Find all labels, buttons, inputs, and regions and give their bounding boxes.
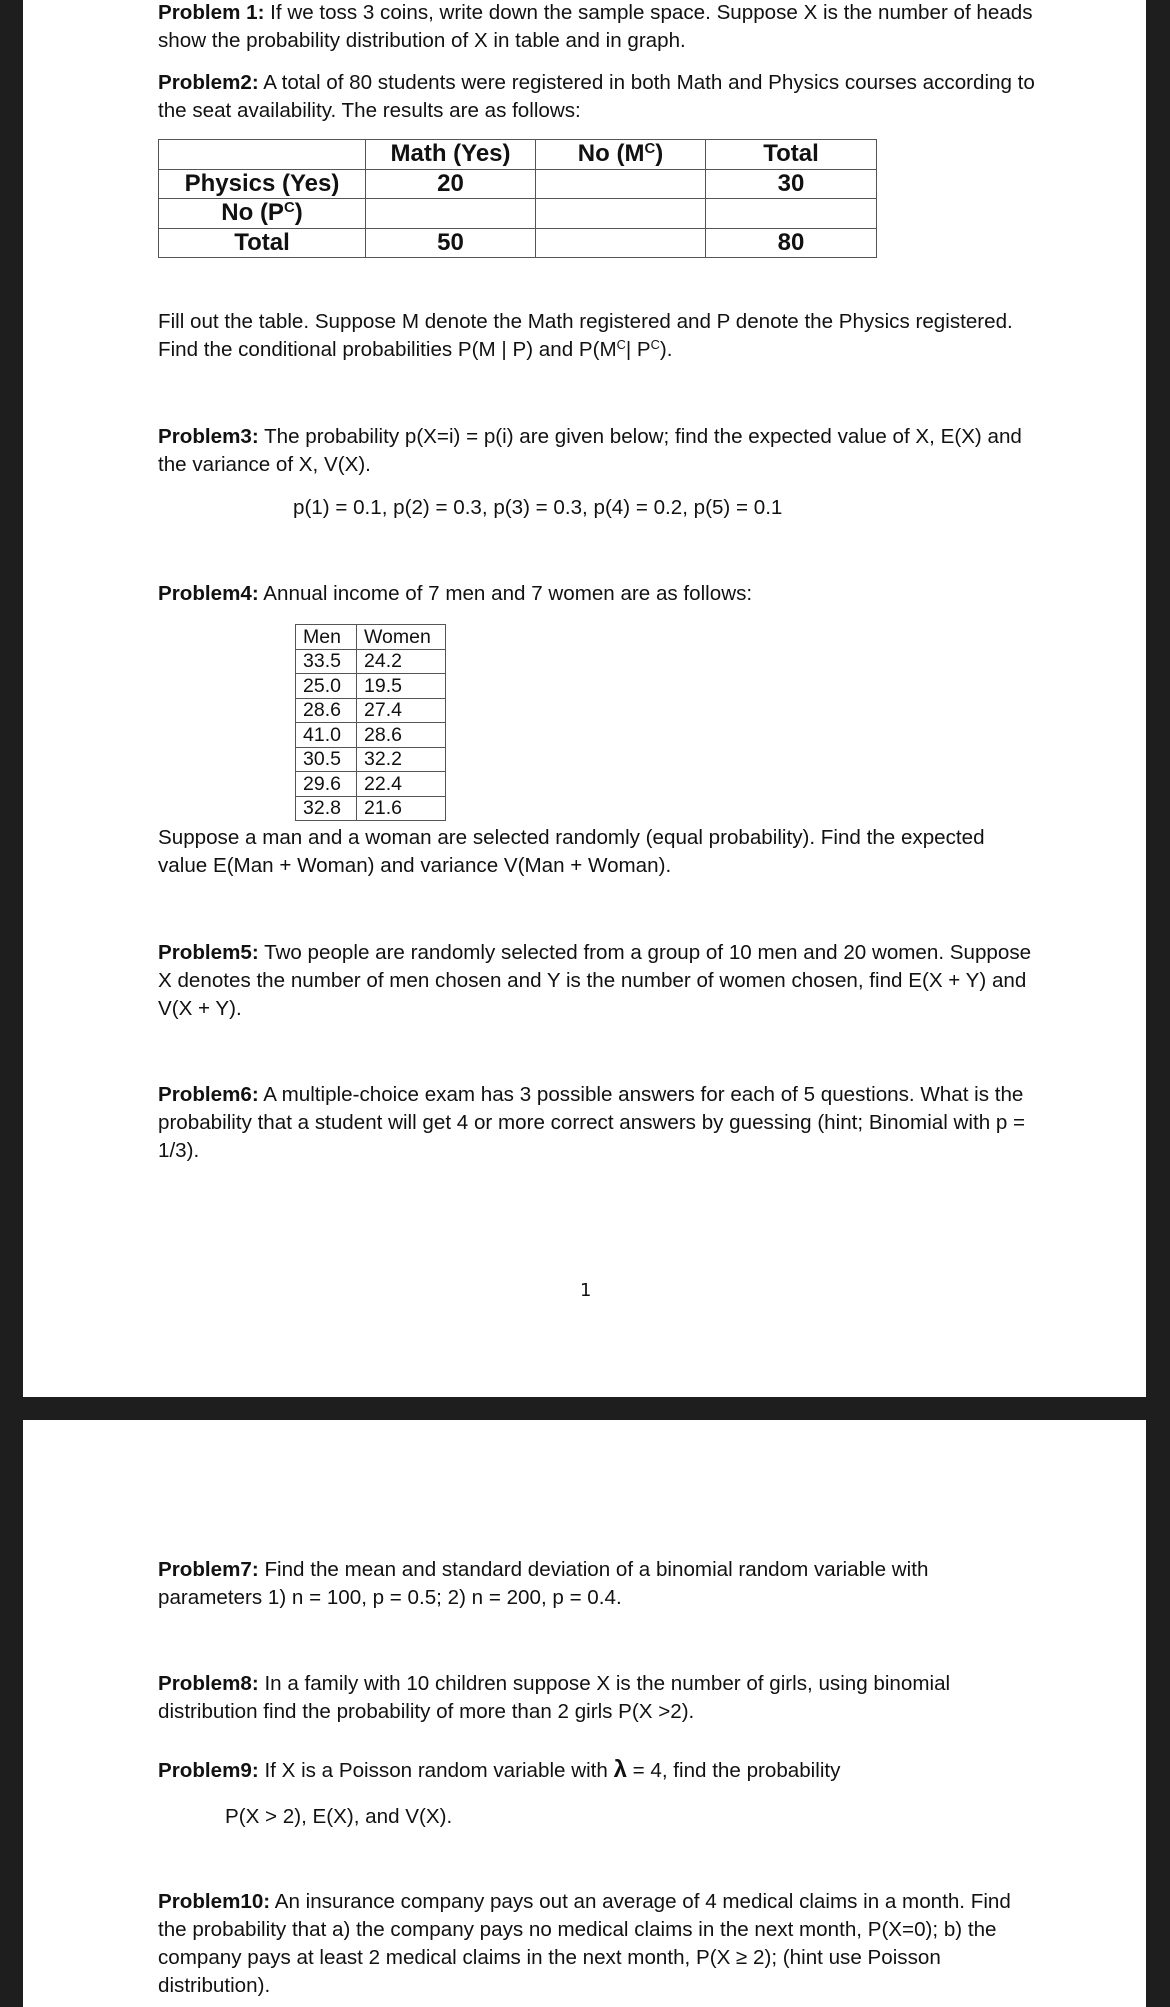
problem-4-text: Annual income of 7 men and 7 women are as follows: (258, 582, 753, 605)
problem-6-text: A multiple-choice exam has 3 possible answers for each of 5 questions. What is the probability that a student will get 4 or more correct answers by guessing (hint; Binomial with p = 1/3). (158, 1083, 1026, 1162)
table-cell: 30 (706, 169, 877, 199)
problem-2-title: Problem2: (158, 71, 259, 94)
problem-3-text: The probability p(X=i) = p(i) are given below; find the expected value of X, E(X) and the variance of X, V(X). (158, 425, 1022, 476)
table-row-no-pc (159, 199, 877, 229)
problem-1-title: Problem 1: (158, 1, 265, 24)
income-row (296, 649, 446, 674)
men-income-cell: Men (296, 625, 357, 650)
women-income-cell: 21.6 (357, 796, 446, 821)
problem-3 (158, 423, 1038, 479)
row-label-total: Total (159, 228, 366, 258)
problem-10-title: Problem10: (158, 1890, 271, 1913)
problem-9-title: Problem9: (158, 1759, 259, 1782)
problem-2 (158, 69, 1038, 125)
problem-9: Problem9: If X is a Poisson random variable with λ = 4, find the probability (158, 1756, 841, 1783)
problem-7-text: Find the mean and standard deviation of a binomial random variable with parameters 1) n = 100, p = 0.5; 2) n = 200, p = 0.4. (158, 1558, 929, 1609)
women-income-cell: 28.6 (357, 723, 446, 748)
problem-9-formula: P(X > 2), E(X), and V(X). (225, 1805, 453, 1828)
document-page-2 (23, 1420, 1146, 2007)
women-income-cell: 32.2 (357, 747, 446, 772)
table-header-total: Total (706, 140, 877, 170)
problem-1 (158, 0, 1038, 55)
problem-8 (158, 1670, 1038, 1726)
men-income-cell: 30.5 (296, 747, 357, 772)
problem-4 (158, 580, 1038, 608)
problem-5-title: Problem5: (158, 941, 259, 964)
problem-2-text: A total of 80 students were registered in both Math and Physics courses according to the seat availability. The results are as follows: (158, 71, 1035, 122)
problem-5 (158, 939, 1038, 1023)
table-cell (536, 169, 706, 199)
problem-8-title: Problem8: (158, 1672, 259, 1695)
table-header-no-mc: No $(M^C)$ (536, 140, 706, 170)
table-cell (366, 199, 536, 229)
table-cell (536, 228, 706, 258)
problem-10 (158, 1888, 1038, 2000)
table-cell (706, 199, 877, 229)
lambda-symbol: λ (613, 1756, 627, 1783)
problem-6-title: Problem6: (158, 1083, 259, 1106)
men-income-cell: 41.0 (296, 723, 357, 748)
table-cell (536, 199, 706, 229)
table-cell: 80 (706, 228, 877, 258)
row-label-physics-yes: Physics (Yes) (159, 169, 366, 199)
table-header-math-yes: Math (Yes) (366, 140, 536, 170)
table-cell-blank (159, 140, 366, 170)
table-row-total (159, 228, 877, 258)
problem-6 (158, 1081, 1038, 1165)
page-number: 1 (580, 1280, 592, 1301)
women-income-cell: 27.4 (357, 698, 446, 723)
men-income-cell: 33.5 (296, 649, 357, 674)
math-physics-table (158, 139, 877, 258)
men-income-cell: 28.6 (296, 698, 357, 723)
women-income-cell: Women (357, 625, 446, 650)
problem-7-title: Problem7: (158, 1558, 259, 1581)
problem-3-formula: p(1) = 0.1, p(2) = 0.3, p(3) = 0.3, p(4) = 0.2, p(5) = 0.1 (293, 496, 783, 519)
income-row (296, 698, 446, 723)
women-income-cell: 24.2 (357, 649, 446, 674)
income-row (296, 796, 446, 821)
men-income-cell: 25.0 (296, 674, 357, 699)
problem-4-title: Problem4: (158, 582, 259, 605)
problem-10-text: An insurance company pays out an average of 4 medical claims in a month. Find the probability that a) the company pays no medical claims in the next month, P(X=0); b) the company pays at least 2 medical claims in the next month, P(X ≥ 2); (hint use Poisson distribution). (158, 1890, 1011, 1997)
problem-1-text: If we toss 3 coins, write down the sample space. Suppose X is the number of heads show the probability distribution of X in table and in graph. (158, 1, 1033, 52)
row-label-no-pc: No $(P^C)$ (159, 199, 366, 229)
table-cell: 20 (366, 169, 536, 199)
table-row-physics-yes (159, 169, 877, 199)
problem-7 (158, 1556, 1038, 1612)
income-row (296, 772, 446, 797)
document-page-1 (23, 0, 1146, 1397)
problem-4-question: Suppose a man and a woman are selected randomly (equal probability). Find the expected value E(Man + Woman) and variance V(Man + Woman). (158, 826, 985, 877)
income-row (296, 747, 446, 772)
table-cell: 50 (366, 228, 536, 258)
problem-3-title: Problem3: (158, 425, 259, 448)
income-row (296, 723, 446, 748)
income-table (295, 624, 446, 821)
income-header-row (296, 625, 446, 650)
women-income-cell: 22.4 (357, 772, 446, 797)
problem-2-question: Fill out the table. Suppose M denote the Math registered and P denote the Physics registered. Find the conditional probabilities P(M | P) and $P(M^C|$ $P^C$). (158, 310, 1013, 361)
problem-8-text: In a family with 10 children suppose X is the number of girls, using binomial distribution find the probability of more than 2 girls P(X >2). (158, 1672, 951, 1723)
table-header-row (159, 140, 877, 170)
income-row (296, 674, 446, 699)
men-income-cell: 29.6 (296, 772, 357, 797)
women-income-cell: 19.5 (357, 674, 446, 699)
men-income-cell: 32.8 (296, 796, 357, 821)
problem-5-text: Two people are randomly selected from a group of 10 men and 20 women. Suppose X denotes the number of men chosen and Y is the number of women chosen, find E(X + Y) and V(X + Y). (158, 941, 1032, 1020)
